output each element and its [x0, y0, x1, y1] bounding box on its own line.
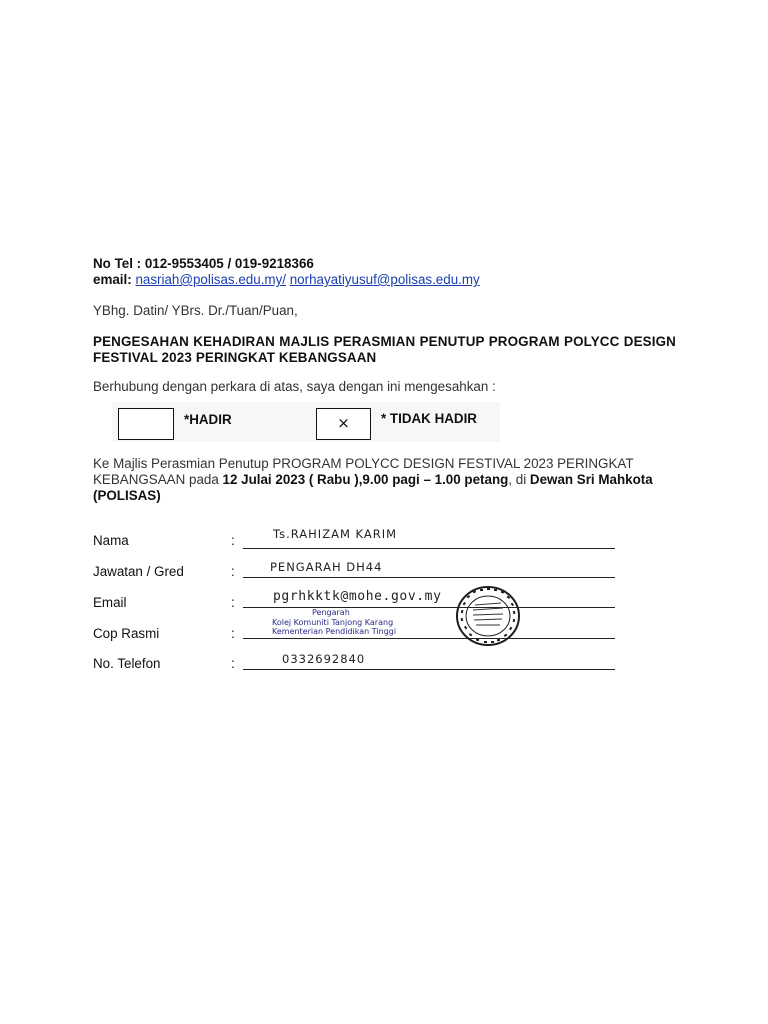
- cop-rasmi-label: Cop Rasmi: [93, 626, 160, 641]
- jawatan-value: PENGARAH DH44: [270, 560, 383, 574]
- telefon-colon: :: [231, 656, 235, 671]
- official-seal-icon: [455, 585, 521, 647]
- document-heading: PENGESAHAN KEHADIRAN MAJLIS PERASMIAN PENUTUP PROGRAM POLYCC DESIGN FESTIVAL 2023 PERINGKAT KEBANGSAAN: [93, 334, 676, 365]
- intro-text: Berhubung dengan perkara di atas, saya dengan ini mengesahkan :: [93, 379, 496, 394]
- email-value: pgrhkktk@mohe.gov.my: [273, 589, 442, 604]
- tidak-hadir-label: * TIDAK HADIR: [381, 411, 477, 426]
- email-field-line[interactable]: [243, 607, 615, 608]
- details-text-2: pada: [185, 472, 223, 487]
- contact-phone: No Tel : 012-9553405 / 019-9218366: [93, 256, 314, 271]
- email-link-norhayati[interactable]: norhayatiyusuf@polisas.edu.my: [289, 272, 480, 287]
- details-date: 12 Julai 2023 ( Rabu ),9.00 pagi – 1.00 petang: [222, 472, 509, 487]
- jawatan-colon: :: [231, 564, 235, 579]
- nama-value: Ts.RAHIZAM KARIM: [273, 527, 398, 541]
- nama-colon: :: [231, 533, 235, 548]
- email-colon: :: [231, 595, 235, 610]
- jawatan-field-line[interactable]: [243, 577, 615, 578]
- nama-label: Nama: [93, 533, 129, 548]
- email-field-label: Email: [93, 595, 127, 610]
- salutation: YBhg. Datin/ YBrs. Dr./Tuan/Puan,: [93, 303, 298, 318]
- contact-email-line: [93, 272, 480, 288]
- jawatan-label: Jawatan / Gred: [93, 564, 184, 579]
- details-program: PROGRAM POLYCC DESIGN FESTIVAL 2023 PERINGKAT KEBANGSAAN: [93, 456, 634, 487]
- stamp-college: Kolej Komuniti Tanjong Karang: [272, 618, 394, 627]
- stamp-title: Pengarah: [312, 608, 350, 617]
- event-details: [93, 456, 683, 504]
- telefon-label: No. Telefon: [93, 656, 161, 671]
- telefon-value: 0332692840: [282, 652, 366, 666]
- email-label: email:: [93, 272, 132, 287]
- nama-field-line[interactable]: [243, 548, 615, 549]
- email-link-nasriah[interactable]: nasriah@polisas.edu.my/: [135, 272, 286, 287]
- stamp-ministry: Kementerian Pendidikan Tinggi: [272, 627, 397, 636]
- tidak-hadir-checkbox[interactable]: ×: [316, 408, 371, 440]
- hadir-checkbox[interactable]: [118, 408, 174, 440]
- cop-colon: :: [231, 626, 235, 641]
- details-venue: Dewan Sri Mahkota (POLISAS): [93, 472, 653, 503]
- hadir-label: *HADIR: [184, 412, 232, 427]
- details-text-1: Ke Majlis Perasmian Penutup: [93, 456, 273, 471]
- cop-field-line[interactable]: [243, 638, 615, 639]
- details-text-3: , di: [508, 472, 530, 487]
- telefon-field-line[interactable]: [243, 669, 615, 670]
